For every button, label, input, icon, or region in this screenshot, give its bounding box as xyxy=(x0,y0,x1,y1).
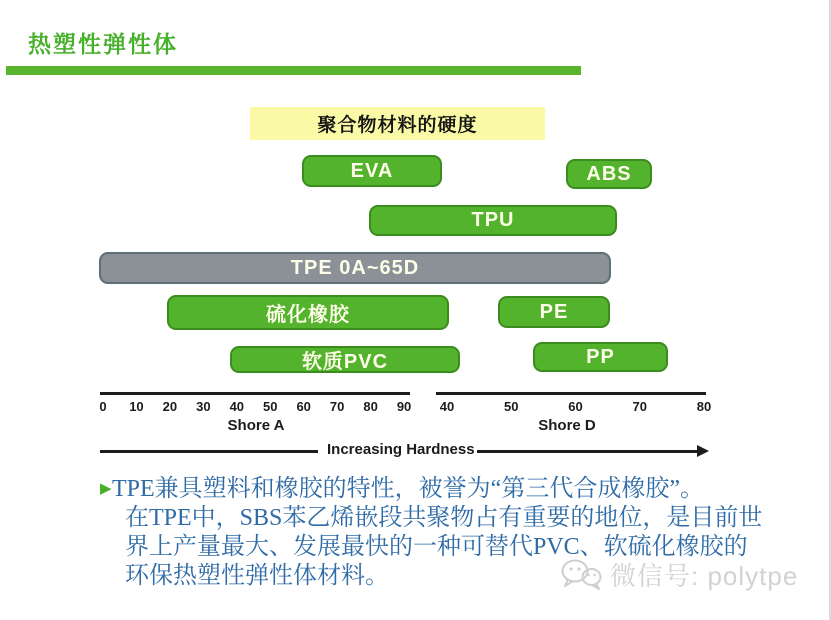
bar-label-pp: PP xyxy=(586,345,615,368)
bar-label-vulcanized-rubber: 硫化橡胶 xyxy=(266,304,350,326)
arrow-line-right xyxy=(477,450,698,453)
hardness-bar-soft-pvc xyxy=(230,346,460,373)
axis-tick-shore-a-0: 0 xyxy=(99,399,107,414)
axis-tick-shore-a-80: 80 xyxy=(363,399,378,414)
wechat-icon xyxy=(560,557,602,593)
axis-tick-shore-a-90: 90 xyxy=(396,399,412,414)
hardness-bar-tpe xyxy=(99,252,611,284)
hardness-bar-pp xyxy=(533,342,668,372)
axis-line-shore-a xyxy=(100,392,410,395)
bar-label-eva: EVA xyxy=(350,159,394,182)
arrow-line-left xyxy=(100,450,318,453)
body-text-line-1: TPE兼具塑料和橡胶的特性，被誉为“第三代合成橡胶”。 xyxy=(112,476,704,502)
bullet-icon: ▶ xyxy=(100,480,112,497)
bar-label-soft-pvc: 软质PVC xyxy=(301,351,389,373)
axis-tick-shore-a-50: 50 xyxy=(263,399,278,414)
axis-tick-shore-d-80: 80 xyxy=(696,399,712,414)
axis-name-shore-a: Shore A xyxy=(227,417,285,434)
axis-tick-shore-d-50: 50 xyxy=(504,399,519,414)
body-text-line-2: 在TPE中，SBS苯乙烯嵌段共聚物占有重要的地位，是目前世 xyxy=(125,505,763,531)
axis-tick-shore-a-20: 20 xyxy=(162,399,178,414)
hardness-bar-eva xyxy=(302,155,442,187)
axis-tick-shore-a-70: 70 xyxy=(329,399,345,414)
hardness-bar-abs xyxy=(566,159,652,189)
axis-tick-shore-a-30: 30 xyxy=(196,399,211,414)
page-title: 热塑性弹性体 xyxy=(28,31,178,58)
body-text-line-4: 环保热塑性弹性体材料。 xyxy=(125,563,389,589)
arrow-head-icon xyxy=(697,445,709,457)
hardness-bar-tpu xyxy=(369,205,617,236)
axis-tick-shore-d-70: 70 xyxy=(632,399,647,414)
bar-label-tpe: TPE 0A~65D xyxy=(290,256,420,279)
hardness-bar-pe xyxy=(498,296,610,328)
body-text-line-3: 界上产量最大、发展最快的一种可替代PVC、软硫化橡胶的 xyxy=(125,534,748,560)
increasing-hardness-label: Increasing Hardness xyxy=(327,441,475,458)
chart-title: 聚合物材料的硬度 xyxy=(250,107,545,140)
axis-line-shore-d xyxy=(436,392,706,395)
hardness-bar-vulcanized-rubber xyxy=(167,295,449,330)
title-underline-rule xyxy=(6,66,581,75)
axis-name-shore-d: Shore D xyxy=(538,417,596,434)
watermark-text: 微信号: polytpe xyxy=(610,561,799,591)
axis-tick-shore-a-10: 10 xyxy=(129,399,144,414)
bar-label-abs: ABS xyxy=(586,162,632,185)
axis-tick-shore-a-60: 60 xyxy=(296,399,311,414)
bar-label-pe: PE xyxy=(539,300,569,323)
bar-label-tpu: TPU xyxy=(471,209,515,231)
watermark xyxy=(560,556,798,593)
axis-tick-shore-d-40: 40 xyxy=(439,399,455,414)
axis-tick-shore-d-60: 60 xyxy=(568,399,583,414)
axis-tick-shore-a-40: 40 xyxy=(229,399,245,414)
